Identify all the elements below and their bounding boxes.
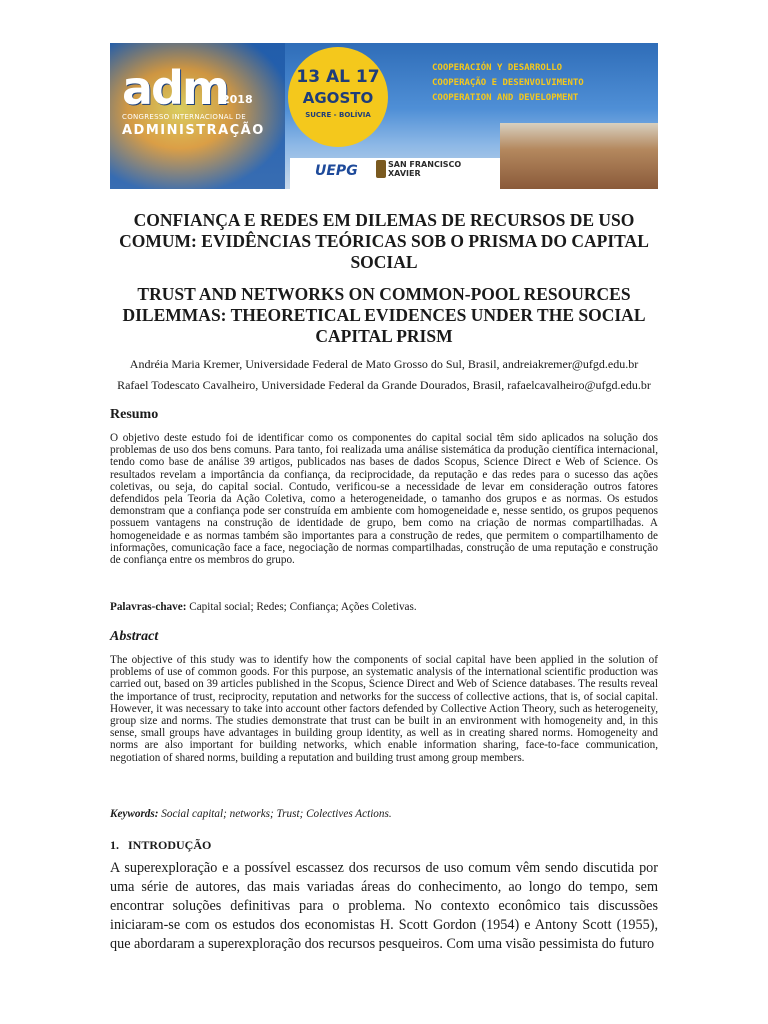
- conference-theme: [432, 61, 584, 106]
- resumo-text: O objetivo deste estudo foi de identificar como os componentes do capital social têm sido aplicados na solução dos problemas de uso dos bens comuns. Para tanto, foi realizada uma análise sistemática da produção científica internacional, tendo como base de análise 39 artigos, publicados nas bases de dados Scopus, Science Direct e Web of Science. Os resultados revelam a importância da confiança, da reciprocidade, da reputação e das redes para o sucesso das ações coletivas, ou seja, do capital social. Contudo, verificou-se a necessidade de levar em consideração outros fatores defendidos pela Teoria da Ação Coletiva, como a heterogeneidade, o tamanho dos grupos e as normas. Os estudos demonstram que a confiança pode ser construída em ambiente com homogeneidade e, nesse sentido, os grupos pequenos possuem vantagens na construção de identidade de grupo, bem como na criação de normas compartilhadas. A homogeneidade e as normas também são importantes para a construção de redes, que permitem o compartilhamento de informações, comunicação face a face, negociação de normas compartilhadas, construção de uma reputação e construção de confiança entre os membros do grupo.: [110, 432, 658, 567]
- theme-es: COOPERACIÓN Y DESARROLLO: [432, 63, 563, 73]
- theme-pt: COOPERAÇÃO E DESENVOLVIMENTO: [432, 78, 584, 88]
- adm-year: 2018: [222, 93, 253, 106]
- resumo-heading: Resumo: [110, 407, 159, 422]
- title-en-line2: DILEMMAS: THEORETICAL EVIDENCES UNDER THE SOCIAL: [122, 305, 646, 325]
- xavier-line1: SAN FRANCISCO: [388, 160, 462, 169]
- date-badge: [288, 47, 388, 147]
- date-month: AGOSTO: [302, 89, 374, 107]
- author-1: Andréia Maria Kremer, Universidade Federal de Mato Grosso do Sul, Brasil, andreiakremer@ufgd.edu.br: [129, 357, 639, 371]
- title-pt-line2: COMUM: EVIDÊNCIAS TEÓRICAS SOB O PRISMA DO CAPITAL: [119, 231, 649, 251]
- seal-icon: [376, 160, 386, 178]
- author-2: Rafael Todescato Cavalheiro, Universidade Federal da Grande Dourados, Brasil, rafaelcavalheiro@ufgd.edu.br: [117, 378, 651, 392]
- title-en-line1: TRUST AND NETWORKS ON COMMON-POOL RESOURCES: [137, 284, 631, 304]
- keywords-label: Keywords:: [110, 808, 159, 820]
- title-en: [110, 284, 658, 347]
- xavier-line2: XAVIER: [388, 169, 421, 178]
- uepg-logo: UEPG: [315, 163, 358, 179]
- date-days: 13 AL 17: [296, 67, 380, 87]
- conference-banner: [110, 43, 658, 189]
- keywords: [110, 808, 658, 820]
- adm-name: ADMINISTRAÇÃO: [122, 123, 265, 138]
- palavras-chave: [110, 601, 658, 613]
- date-location: SUCRE - BOLÍVIA: [305, 111, 371, 119]
- intro-title: INTRODUÇÃO: [128, 838, 212, 852]
- adm-subtitle: CONGRESSO INTERNACIONAL DE: [122, 113, 246, 121]
- xavier-logo: [388, 160, 461, 178]
- adm-logo: adm: [122, 61, 228, 115]
- intro-text: A superexploração e a possível escassez dos recursos de uso comum vêm sendo discutida por uma série de autores, das mais variadas áreas do conhecimento, ao longo do tempo, sem encontrar soluções definitivas para o problema. No contexto econômico tais discussões iniciaram-se com os estudos dos economistas H. Scott Gordon (1954) e Antony Scott (1955), que abordaram a superexploração dos recursos pesqueiros. Com uma visão pessimista do futuro: [110, 860, 658, 952]
- theme-en: COOPERATION AND DEVELOPMENT: [432, 93, 579, 103]
- title-pt-line1: CONFIANÇA E REDES EM DILEMAS DE RECURSOS DE USO: [133, 210, 635, 230]
- abstract-heading: Abstract: [110, 629, 159, 644]
- palavras-chave-label: Palavras-chave:: [110, 601, 187, 613]
- keywords-text: Social capital; networks; Trust; Colectives Actions.: [161, 808, 392, 820]
- intro-heading: [110, 838, 211, 853]
- abstract-text: The objective of this study was to identify how the components of social capital have been applied in the solution of problems of use of common goods. For this purpose, an systematic analysis of the international scientific production was carried out, based on 39 articles published in the Scopus, Science Direct and Web of Science databases. The results reveal the importance of trust, reciprocity, reputation and networks for the success of collective actions, that is, of social capital. However, it was necessary to take into account other factors defended by Collective Action Theory, such as heterogeneity, group size and norms. The studies demonstrate that trust can be built in an environment with homogeneity and, in this sense, small groups have advantages in building group identity, as well as in creating shared norms. Homogeneity and norms are also important for building networks, which enable information sharing, face-to-face communication, negotiation of shared norms, building a reputation and building trust among group members.: [110, 654, 658, 764]
- title-pt: [110, 210, 658, 273]
- city-photo: [500, 123, 658, 189]
- title-en-line3: CAPITAL PRISM: [315, 326, 453, 346]
- intro-number: 1.: [110, 838, 119, 852]
- palavras-chave-text: Capital social; Redes; Confiança; Ações Coletivas.: [189, 601, 417, 613]
- title-pt-line3: SOCIAL: [350, 252, 418, 272]
